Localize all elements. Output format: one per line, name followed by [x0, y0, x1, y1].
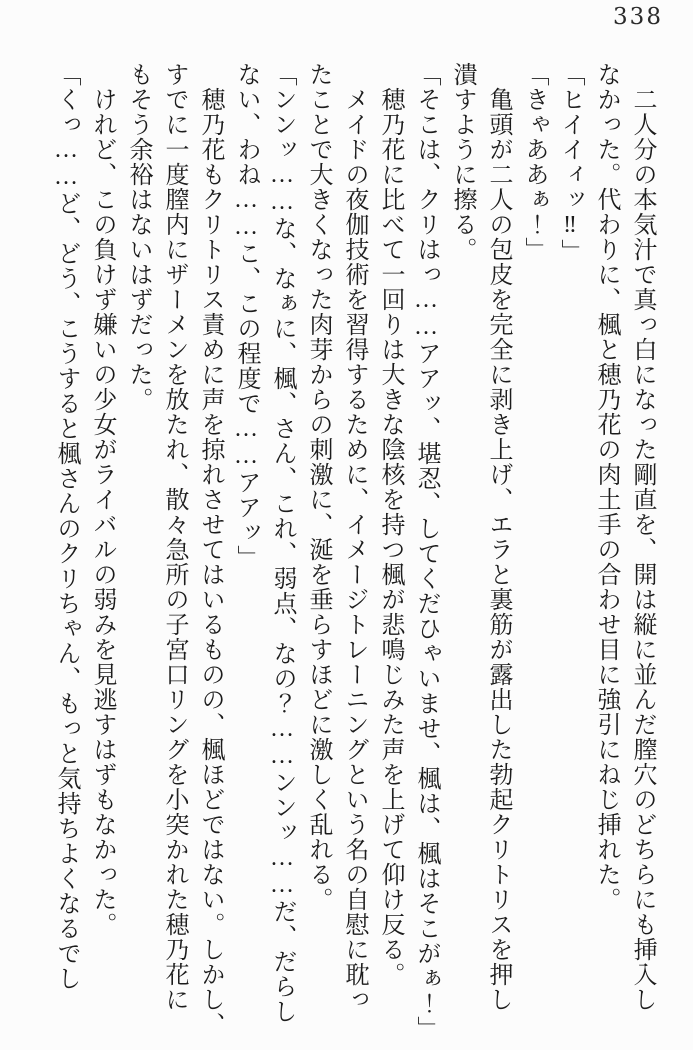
text-line: なかった。代わりに、楓と穂乃花の肉土手の合わせ目に強引にねじ挿れた。 — [593, 62, 619, 912]
text-line: 穂乃花に比べて一回りは大きな陰核を持つ楓が悲鳴じみた声を上げて仰け反る。 — [377, 87, 403, 987]
text-line-dialogue: 「ンンッ……な、なぁに、楓、さん、これ、弱点、なの？……ンンッ……だ、だらし — [269, 62, 295, 1024]
text-line-dialogue: 「くっ……ど、どう、こうすると楓さんのクリちゃん、もっと気持ちよくなるでし — [53, 62, 79, 991]
text-line: 潰すように擦る。 — [449, 62, 475, 262]
text-line-dialogue: 「ヒイイィッ‼」 — [557, 62, 583, 264]
text-line: けれど、この負けず嫌いの少女がライバルの弱みを見逃すはずもなかった。 — [89, 87, 115, 937]
page-number: 338 — [613, 4, 663, 30]
text-line-dialogue: 「きゃああぁ！」 — [521, 62, 547, 262]
text-line-dialogue: ない、わね……こ、この程度で……アアッ」 — [233, 62, 259, 570]
text-line: 亀頭が二人の包皮を完全に剥き上げ、エラと裏筋が露出した勃起クリトリスを押し — [485, 87, 511, 1012]
text-line: メイドの夜伽技術を習得するために、イメージトレーニングという名の自慰に耽っ — [341, 87, 367, 1012]
text-line: もそう余裕はないはずだった。 — [125, 62, 151, 412]
text-line: すでに一度膣内にザーメンを放たれ、散々急所の子宮口リングを小突かれた穂乃花に — [161, 62, 187, 1012]
text-line-dialogue: 「そこは、クリはっ……アアッ、堪忍、してくだひゃいませ、楓は、楓はそこがぁ！」 — [413, 62, 439, 1041]
page-text — [48, 62, 660, 1048]
text-line: 穂乃花もクリトリス責めに声を掠れさせてはいるものの、楓ほどではない。しかし、 — [197, 87, 223, 1037]
text-line: たことで大きくなった肉芽からの刺激に、涎を垂らすほどに激しく乱れる。 — [305, 62, 331, 912]
text-line: 二人分の本気汁で真っ白になった剛直を、開は縦に並んだ膣穴のどちらにも挿入し — [629, 87, 655, 1012]
